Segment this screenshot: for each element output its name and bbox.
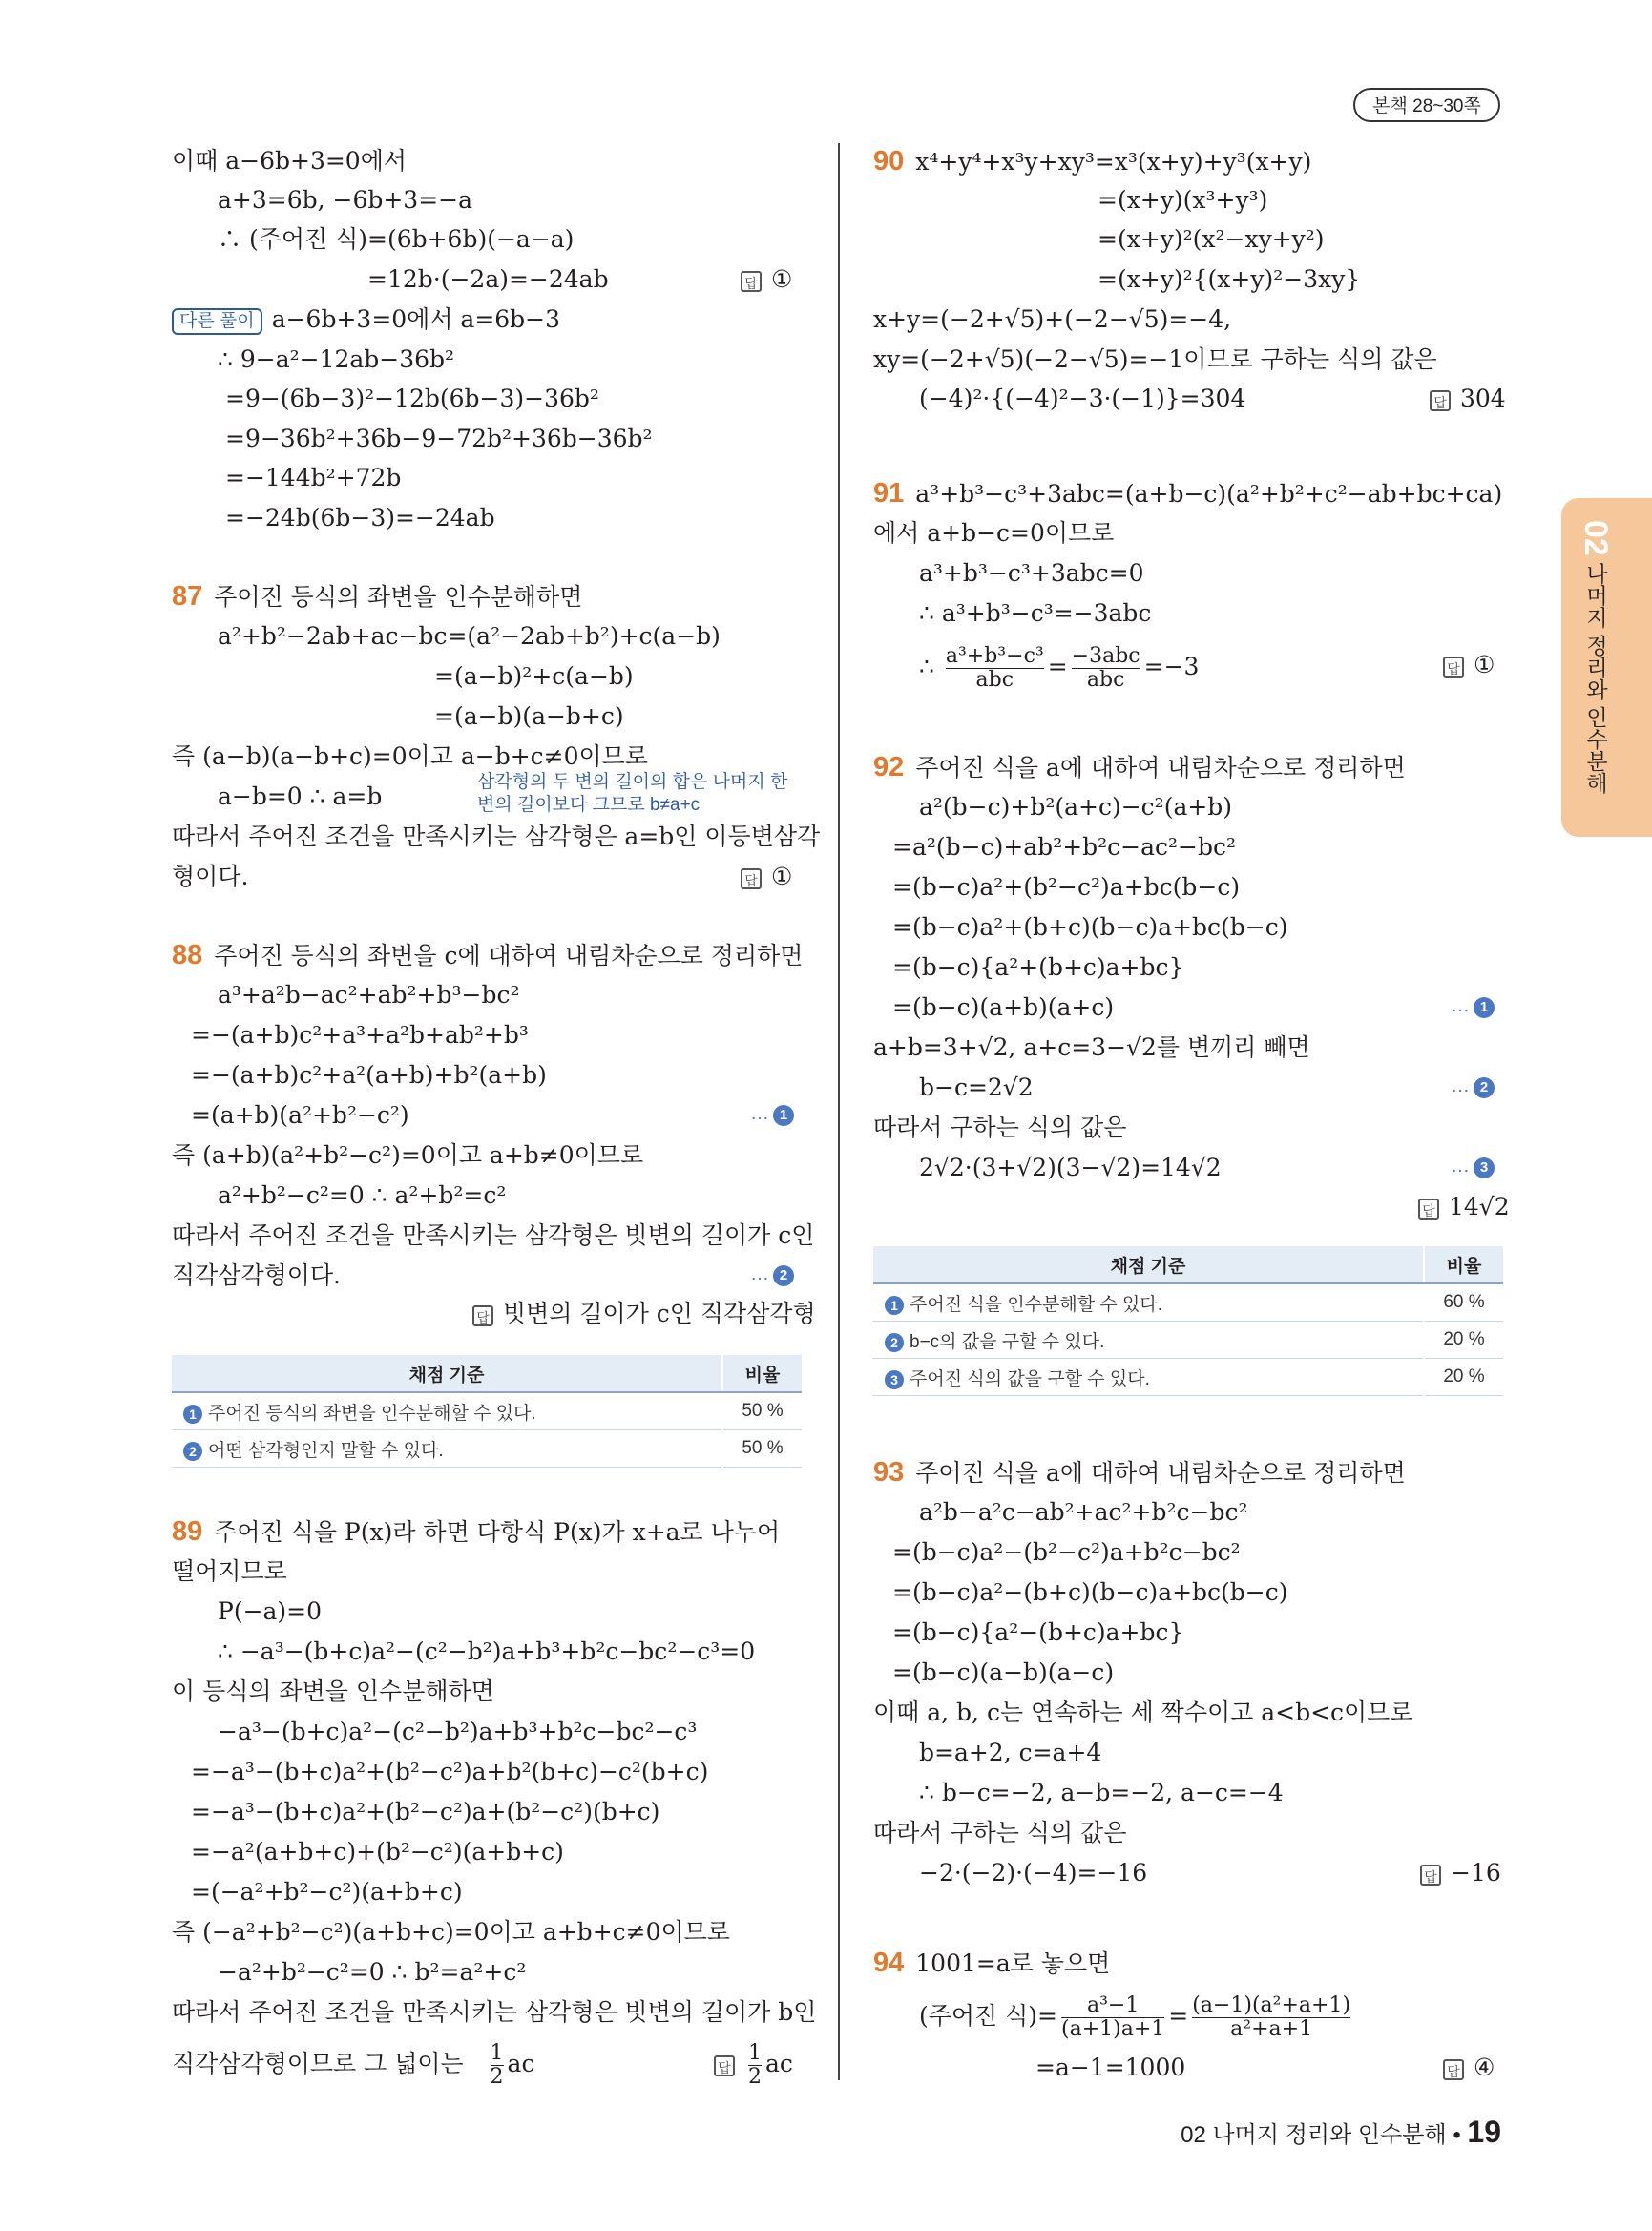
table-header: 비율 [722,1355,802,1392]
text-line: a²+b²−c²=0 ∴ a²+b²=c² [218,1181,507,1209]
text-line: a+3=6b, −6b+3=−a [218,186,473,214]
text-line: 직각삼각형이다. [172,1261,341,1289]
problem-number: 92 [873,752,905,782]
text-line: ∴ −a³−(b+c)a²−(c²−b²)a+b³+b²c−bc²−c³=0 [218,1637,756,1665]
text-line: a−b=0 ∴ a=b [218,782,383,810]
answer: 답 빗변의 길이가 c인 직각삼각형 [472,1298,816,1330]
problem-93-heading: 93 주어진 식을 a에 대하여 내림차순으로 정리하면 [873,1457,1406,1488]
text-line: 형이다. [172,863,249,890]
fraction: $\frac{\text{(a−1)(a²+a+1)}}{\text{a²+a+1}}$ [1192,1993,1351,2041]
answer-icon: 답 [1418,1199,1439,1220]
table-header: 비율 [1424,1246,1503,1283]
text-line: =(b−c)(a−b)(a−c) [892,1658,1115,1686]
text-line: a³+a²b−ac²+ab²+b³−bc² [218,981,520,1009]
text-line: xy=(−2+√5)(−2−√5)=−1이므로 구하는 식의 값은 [873,345,1437,373]
text-line: a³+b³−c³+3abc=0 [919,559,1144,587]
step-marker-3: … 3 [1451,1156,1495,1178]
answer: 답 ④ [1443,2052,1495,2084]
text-line: x+y=(−2+√5)+(−2−√5)=−4, [873,305,1232,333]
problem-88-heading: 88 주어진 등식의 좌변을 c에 대하여 내림차순으로 정리하면 [172,940,804,970]
text-line: =(b−c)(a+b)(a+c) [892,993,1115,1021]
page-range-badge: 본책 28~30쪽 [1353,88,1500,122]
answer: 답 ① [1443,649,1495,681]
chapter-side-label [1577,520,1614,794]
step-marker-2: … 2 [750,1263,794,1286]
text-line: a²(b−c)+b²(a+c)−c²(a+b) [919,793,1233,821]
step-marker-2: … 2 [1451,1075,1495,1098]
text-line: =(b−c)a²−(b²−c²)a+b²c−bc² [892,1538,1241,1566]
problem-87-heading: 87 주어진 등식의 좌변을 인수분해하면 [172,581,583,612]
side-note [477,771,787,817]
text-line: =(b−c){a²−(b+c)a+bc} [892,1618,1184,1646]
text-line: a+b=3+√2, a+c=3−√2를 변끼리 빼면 [873,1033,1310,1061]
text-line: =(a+b)(a²+b²−c²) [191,1101,409,1129]
answer: 답 ① [741,263,792,296]
chapter-number: 02 [1578,520,1614,556]
alt-solution-tag: 다른 풀이 [172,308,262,335]
text-line: =−a²(a+b+c)+(b²−c²)(a+b+c) [191,1838,564,1866]
step-marker-1: … 1 [1451,995,1495,1018]
note-line: 변의 길이보다 크므로 b≠a+c [477,795,701,815]
problem-number: 90 [873,146,905,177]
text-line: a²+b²−2ab+ac−bc=(a²−2ab+b²)+c(a−b) [218,622,721,650]
text-line: =(b−c)a²+(b+c)(b−c)a+bc(b−c) [892,913,1288,941]
problem-number: 88 [172,940,203,970]
note-line: 삼각형의 두 변의 길이의 합은 나머지 한 [477,772,788,792]
answer-icon: 답 [1420,1865,1441,1886]
text-line: 따라서 주어진 조건을 만족시키는 삼각형은 a=b인 이등변삼각 [172,823,821,850]
answer: 답 $\frac{1}{2}$ ac [714,2042,793,2089]
problem-number: 89 [172,1516,203,1547]
text-line: =−(a+b)c²+a²(a+b)+b²(a+b) [191,1061,547,1089]
text-line: −2·(−2)·(−4)=−16 [919,1859,1148,1887]
criterion-number: 2 [183,1442,202,1461]
footer-chapter: 02 나머지 정리와 인수분해 • [1181,2122,1461,2148]
answer: 답 ① [741,861,792,893]
text-line: 즉 (−a²+b²−c²)(a+b+c)=0이고 a+b+c≠0이므로 [172,1918,730,1946]
problem-90-heading: 90 x⁴+y⁴+x³y+xy³=x³(x+y)+y³(x+y) [873,146,1312,177]
problem-number: 87 [172,581,203,612]
page-footer [1181,2115,1501,2150]
answer: 답 14√2 [1418,1191,1510,1223]
text-line: =12b·(−2a)=−24ab [367,265,609,293]
text-line: 2√2·(3+√2)(3−√2)=14√2 [919,1154,1222,1181]
table-row: 2 어떤 삼각형인지 말할 수 있다. 50 % [172,1430,802,1468]
text-line: 즉 (a+b)(a²+b²−c²)=0이고 a+b≠0이므로 [172,1141,644,1169]
criterion-number: 1 [183,1405,202,1424]
problem-number: 93 [873,1457,905,1488]
problem-number: 91 [873,478,905,509]
problem-91-heading: 91 a³+b³−c³+3abc=(a+b−c)(a²+b²+c²−ab+bc+ca) [873,478,1503,509]
fraction-line: ∴ $\frac{\text{a³+b³−c³}}{\text{abc}}$ = $\frac{\text{−3abc}}{\text{abc}}$ =−3 [919,644,1200,692]
criterion-number: 1 [885,1296,904,1315]
alt-solution-line: 다른 풀이 a−6b+3=0에서 a=6b−3 [172,303,560,336]
text-line: =−a³−(b+c)a²+(b²−c²)a+(b²−c²)(b+c) [191,1798,660,1825]
page-number: 19 [1467,2115,1501,2149]
answer-icon: 답 [714,2055,735,2076]
answer-icon: 답 [472,1305,493,1326]
table-header: 채점 기준 [873,1246,1424,1283]
text-line: b−c=2√2 [919,1074,1034,1101]
text-line: =a−1=1000 [1035,2054,1186,2081]
table-row: 3 주어진 식의 값을 구할 수 있다. 20 % [873,1359,1503,1396]
answer-icon: 답 [1443,2059,1464,2080]
answer-icon: 답 [1443,657,1464,678]
text-line: =9−36b²+36b−9−72b²+36b−36b² [225,425,653,452]
column-divider [838,143,840,2080]
text-line: =(b−c)a²+(b²−c²)a+bc(b−c) [892,873,1241,901]
text-line: ∴ (주어진 식)=(6b+6b)(−a−a) [218,225,575,253]
text-line: ∴ b−c=−2, a−b=−2, a−c=−4 [919,1779,1284,1806]
answer: 답 −16 [1420,1857,1501,1889]
chapter-title: 나머지 정리와 인수분해 [1583,562,1608,794]
table-row: 2 b−c의 값을 구할 수 있다. 20 % [873,1322,1503,1359]
text-line: 이때 a, b, c는 연속하는 세 짝수이고 a<b<c이므로 [873,1699,1413,1726]
fraction: $\frac{\text{a³−1}}{(a+1)a+1}$ [1061,1993,1165,2041]
text-line: =(a−b)(a−b+c) [434,702,624,730]
text-line: 떨어지므로 [172,1557,287,1585]
text-line: =(x+y)²(x²−xy+y²) [1098,225,1325,253]
answer: 답 304 [1430,383,1506,415]
text-line: a²b−a²c−ab²+ac²+b²c−bc² [919,1498,1248,1526]
problem-94-heading: 94 1001=a로 놓으면 [873,1948,1111,1978]
scoring-table-92 [873,1246,1503,1396]
problem-92-heading: 92 주어진 식을 a에 대하여 내림차순으로 정리하면 [873,752,1406,782]
criterion-number: 3 [885,1370,904,1389]
text-line: 이때 a−6b+3=0에서 [172,147,408,175]
text-line: ∴ a³+b³−c³=−3abc [919,599,1152,627]
text-line: (−4)²·{(−4)²−3·(−1)}=304 [919,385,1246,412]
text-line: =9−(6b−3)²−12b(6b−3)−36b² [225,385,599,412]
area-line: 직각삼각형이므로 그 넓이는 $\frac{1}{2}$ ac [172,2041,535,2089]
problem-number: 94 [873,1948,905,1978]
criterion-number: 2 [885,1333,904,1352]
text-line: =a²(b−c)+ab²+b²c−ac²−bc² [892,833,1237,861]
table-row: 1 주어진 등식의 좌변을 인수분해할 수 있다. 50 % [172,1392,802,1430]
table-row: 1 주어진 식을 인수분해할 수 있다. 60 % [873,1283,1503,1322]
text-line: 따라서 구하는 식의 값은 [873,1114,1127,1141]
text-line: =−a³−(b+c)a²+(b²−c²)a+b²(b+c)−c²(b+c) [191,1758,709,1785]
text-line: −a³−(b+c)a²−(c²−b²)a+b³+b²c−bc²−c³ [218,1718,698,1745]
step-marker-1: … 1 [750,1103,794,1126]
fraction: $\frac{\text{−3abc}}{\text{abc}}$ [1071,644,1140,692]
fraction: $\frac{\text{a³+b³−c³}}{\text{abc}}$ [945,644,1044,692]
text-line: =(b−c)a²−(b+c)(b−c)a+bc(b−c) [892,1578,1288,1606]
text-line: =(x+y)²{(x+y)²−3xy} [1098,265,1361,293]
table-header: 채점 기준 [172,1355,722,1392]
text-line: P(−a)=0 [218,1597,323,1625]
text-line: 이 등식의 좌변을 인수분해하면 [172,1678,494,1705]
answer-icon: 답 [1430,390,1451,411]
text-line: 에서 a+b−c=0이므로 [873,519,1115,547]
text-line: =−(a+b)c²+a³+a²b+ab²+b³ [191,1021,529,1049]
text-line: −a²+b²−c²=0 ∴ b²=a²+c² [218,1958,527,1986]
scoring-table-88 [172,1355,802,1468]
answer-icon: 답 [741,868,762,889]
text-line: =(a−b)²+c(a−b) [434,662,634,690]
fraction: $\frac{1}{2}$ [490,2041,504,2089]
problem-89-heading: 89 주어진 식을 P(x)라 하면 다항식 P(x)가 x+a로 나누어 [172,1516,781,1547]
answer-icon: 답 [741,271,762,292]
fraction: $\frac{1}{2}$ [748,2041,762,2089]
text-line: =(b−c){a²+(b+c)a+bc} [892,953,1184,981]
text-line: =(−a²+b²−c²)(a+b+c) [191,1878,463,1906]
text-line: 따라서 주어진 조건을 만족시키는 삼각형은 빗변의 길이가 b인 [172,1998,817,2026]
text-line: 따라서 주어진 조건을 만족시키는 삼각형은 빗변의 길이가 c인 [172,1221,815,1249]
text-line: =−24b(6b−3)=−24ab [225,504,495,532]
text-line: 즉 (a−b)(a−b+c)=0이고 a−b+c≠0이므로 [172,742,648,770]
text-line: =−144b²+72b [225,464,402,491]
text-line: b=a+2, c=a+4 [919,1739,1102,1766]
text-line: =(x+y)(x³+y³) [1098,186,1268,214]
fraction-line: (주어진 식)= $\frac{\text{a³−1}}{(a+1)a+1}$ = $\frac{\text{(a−1)(a²+a+1)}}{\text{a²+a+1}}$ [919,1993,1351,2041]
text-line: 따라서 구하는 식의 값은 [873,1819,1127,1846]
text-line: ∴ 9−a²−12ab−36b² [218,345,455,373]
